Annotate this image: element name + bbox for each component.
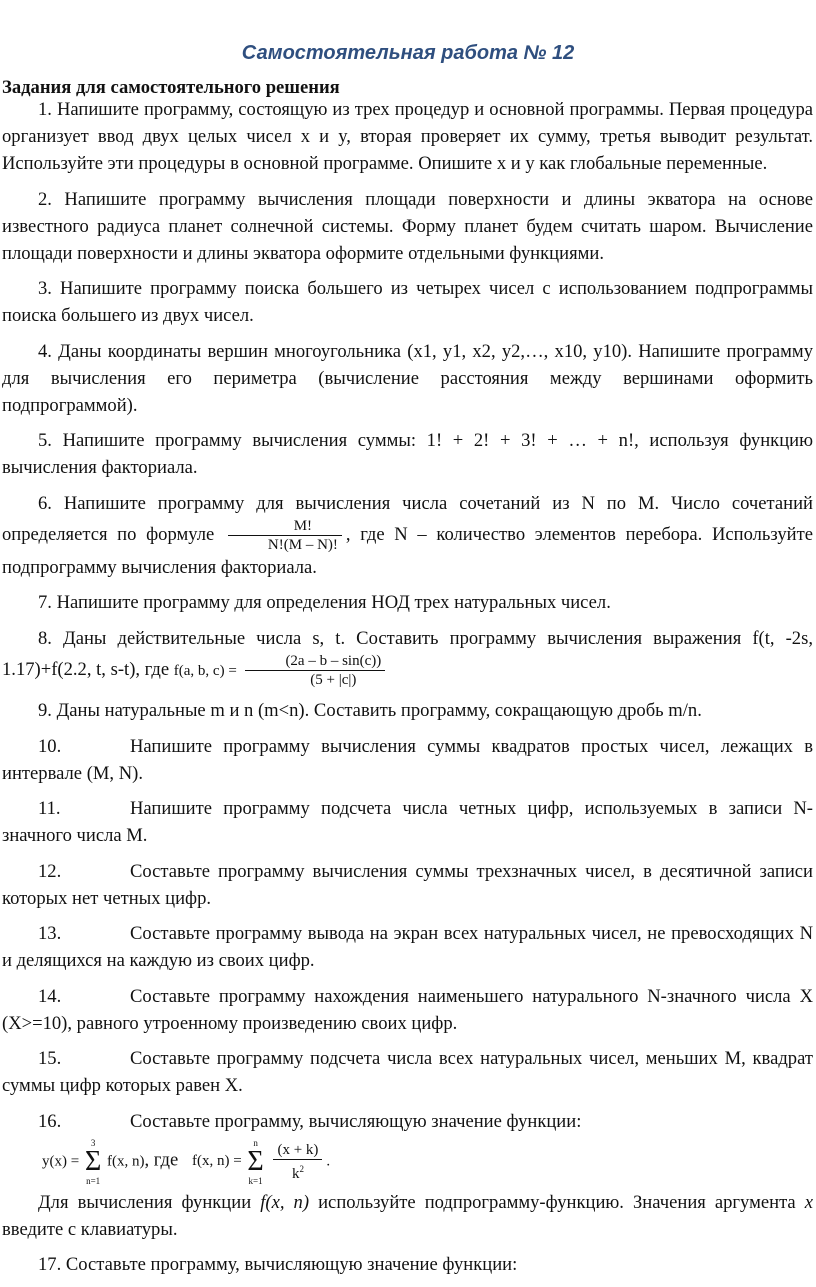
formula-numerator: (x + k) xyxy=(273,1141,322,1160)
task-11-text: Напишите программу подсчета числа четных цифр, используемых в записи N-значного числа M. xyxy=(2,798,813,846)
note-part-3: введите с клавиатуры. xyxy=(2,1218,178,1240)
task-8-text: 8. Даны действительные числа s, t. Составить программу вычисления выражения f(t, -2s, 1.17)+f(2.2, t, s-t), где xyxy=(2,627,813,680)
f-lhs: f(x, n) = xyxy=(191,1152,242,1169)
task-3: 3. Напишите программу поиска большего из четырех чисел с использованием подпрограммы поиска большего из двух чисел. xyxy=(2,278,813,326)
formula-end: . xyxy=(326,1152,331,1169)
sum-upper-limit: n xyxy=(253,1137,258,1148)
task-number: 11. xyxy=(38,798,61,819)
task-12-text: Составьте программу вычисления суммы трехзначных чисел, в десятичной записи которых нет четных цифр. xyxy=(2,860,813,909)
combination-formula xyxy=(228,517,342,554)
task-12 xyxy=(2,858,813,912)
sum-upper-limit: 3 xyxy=(90,1137,96,1148)
note-argument: x xyxy=(804,1191,814,1213)
sum-lower-limit: k=1 xyxy=(248,1175,263,1186)
page-title: Самостоятельная работа № 12 xyxy=(241,42,575,64)
task-9: 9. Даны натуральные m и n (m<n). Составить программу, сокращающую дробь m/n. xyxy=(38,700,702,721)
denominator-base: k xyxy=(291,1165,300,1182)
task-15 xyxy=(2,1045,813,1099)
note-function: f(x, n) xyxy=(260,1191,310,1213)
sigma-icon: Σ xyxy=(84,1145,102,1177)
where-word: , где xyxy=(144,1148,179,1170)
sum-term: f(x, n) xyxy=(107,1152,145,1169)
task-number: 15. xyxy=(38,1048,62,1069)
task-7: 7. Напишите программу для определения НОД трех натуральных чисел. xyxy=(38,592,611,613)
sigma-icon: Σ xyxy=(247,1145,264,1177)
task-13-text: Составьте программу вывода на экран всех натуральных чисел, не превосходящих N и делящихся на каждую из своих цифр. xyxy=(2,923,813,971)
task-4: 4. Даны координаты вершин многоугольника (x1, y1, x2, y2,…, x10, y10). Напишите программу для вычисления его периметра (вычисление расстояния между вершинами оформить подпрограммой). xyxy=(2,340,813,416)
sum-lower-limit: n=1 xyxy=(86,1175,101,1186)
task-16-formula xyxy=(2,1137,813,1187)
formula-denominator: N!(M – N)! xyxy=(267,536,338,553)
task-list xyxy=(2,96,813,1287)
task-13 xyxy=(2,920,813,974)
task-number: 10. xyxy=(38,735,62,757)
section-heading: Задания для самостоятельного решения xyxy=(2,77,340,98)
formula-denominator xyxy=(273,1160,322,1183)
task-5: 5. Напишите программу вычисления суммы: 1! + 2! + 3! + … + n!, используя функцию вычисления факториала. xyxy=(2,430,813,478)
task-2: 2. Напишите программу вычисления площади поверхности и длины экватора на основе известного радиуса планет солнечной системы. Форму планет будем считать шаром. Вычисление площади поверхности и длины экватора оформите отдельными функциями. xyxy=(2,188,813,264)
sum-symbol xyxy=(85,1137,101,1187)
task-14-text: Составьте программу нахождения наименьшего натурального N-значного числа X (X>=10), равного утроенному произведению своих цифр. xyxy=(2,985,813,1034)
task-number: 12. xyxy=(38,860,62,882)
task-6-text-b: , где N – количество элементов перебора. Используйте подпрограмму вычисления факториала. xyxy=(2,523,813,578)
task-16-note xyxy=(2,1189,813,1243)
task-11 xyxy=(2,795,813,849)
denominator-exponent: 2 xyxy=(299,1163,304,1174)
note-part-2: используйте подпрограмму-функцию. Значения аргумента xyxy=(318,1191,796,1213)
task-17: 17. Составьте программу, вычисляющую значение функции: xyxy=(38,1254,518,1275)
task-14 xyxy=(2,983,813,1037)
note-part-1: Для вычисления функции xyxy=(38,1191,252,1213)
function-f-lhs: f(a, b, c) = xyxy=(173,662,237,679)
y-lhs: y(x) = xyxy=(42,1152,80,1169)
task-10-text: Напишите программу вычисления суммы квадратов простых чисел, лежащих в интервале (M, N). xyxy=(2,735,813,784)
sum-term-fraction xyxy=(273,1141,322,1183)
formula-numerator: (2a – b – sin(c)) xyxy=(245,652,385,671)
task-number: 13. xyxy=(38,923,62,944)
task-16 xyxy=(2,1108,813,1135)
task-number: 14. xyxy=(38,985,62,1007)
task-16-text: Составьте программу, вычисляющую значение функции: xyxy=(130,1110,582,1132)
formula-numerator: M! xyxy=(228,517,342,536)
task-6-text-a: 6. Напишите программу для вычисления числа сочетаний из N по M. Число сочетаний определяется по формуле xyxy=(2,492,813,545)
task-8 xyxy=(2,625,813,689)
task-number: 16. xyxy=(38,1110,62,1132)
sum-symbol xyxy=(247,1137,263,1187)
function-f-formula xyxy=(245,652,385,689)
task-15-text: Составьте программу подсчета числа всех натуральных чисел, меньших M, квадрат суммы цифр которых равен X. xyxy=(2,1048,813,1096)
task-6 xyxy=(2,490,813,581)
task-10 xyxy=(2,733,813,787)
formula-denominator: (5 + |c|) xyxy=(310,671,357,688)
task-1: 1. Напишите программу, состоящую из трех процедур и основной программы. Первая процедура организует ввод двух целых чисел x и y, вторая проверяет их сумму, третья выводит результат. Используйте эти процедуры в основной программе. Опишите x и y как глобальные переменные. xyxy=(2,99,813,174)
